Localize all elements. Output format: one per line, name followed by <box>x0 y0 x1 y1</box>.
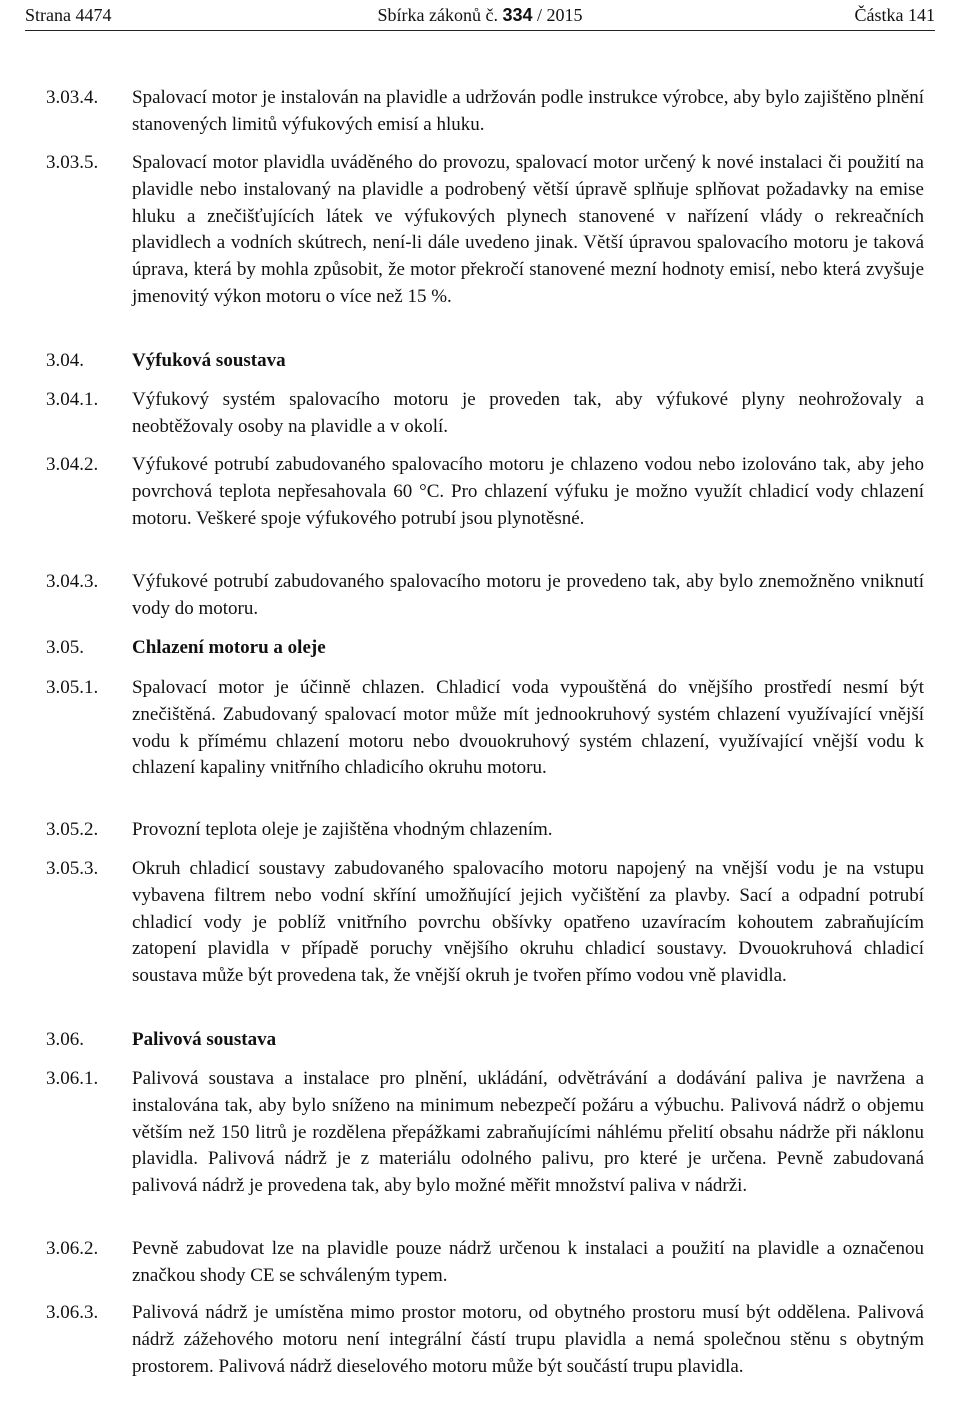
section-heading: Výfuková soustava <box>132 350 286 371</box>
heading-3-04 <box>46 348 924 375</box>
section-heading: Palivová soustava <box>132 1029 277 1050</box>
section-text: Okruh chladicí soustavy zabudovaného spalovacího motoru napojený na vnější vodu je na vstupu vybavena filtrem nebo vodní skříní umožňující jejich vyčištění za plavby. Sací a odpadní potrubí chladicí vody je poblíž vnitřního povrchu obšívky opatřeno uzavíracím kohoutem zabraňujícím zatopení plavidla v případě poruchy vnějšího okruhu chladicí soustavy. Dvouokruhová chladicí soustava může být provedena tak, že vnější okruh je tvořen přímo vodou vně plavidla. <box>132 858 924 987</box>
section-3-06-2 <box>46 1236 924 1290</box>
section-number: 3.05.2. <box>46 819 99 840</box>
section-number: 3.05.1. <box>46 677 99 698</box>
section-number: 3.06.2. <box>46 1238 99 1259</box>
section-number: 3.03.5. <box>46 152 99 173</box>
section-3-04-2 <box>46 452 924 532</box>
section-3-03-5 <box>46 150 924 311</box>
collection-prefix: Sbírka zákonů č. <box>377 5 498 25</box>
section-number: 3.04.2. <box>46 454 99 475</box>
issue-number: Částka 141 <box>854 5 935 25</box>
section-text: Spalovací motor je účinně chlazen. Chladicí voda vypouštěná do vnějšího prostředí nesmí být znečištěná. Zabudovaný spalovací motor může mít jednookruhový systém chlazení využívající vnější vodu k přímému chlazení motoru nebo dvouokruhový systém chlazení, využívající vnější vodu k chlazení kapaliny vnitřního chladicího okruhu motoru. <box>132 677 924 779</box>
page-header <box>25 4 935 31</box>
section-text: Spalovací motor je instalován na plavidle a udržován podle instrukce výrobce, aby bylo zajištěno plnění stanovených limitů výfukových emisí a hluku. <box>132 87 924 135</box>
section-number: 3.03.4. <box>46 87 99 108</box>
section-number: 3.06.3. <box>46 1302 99 1323</box>
section-text: Výfukový systém spalovacího motoru je proveden tak, aby výfukové plyny neohrožovaly a neobtěžovaly osoby na plavidle a v okolí. <box>132 389 924 437</box>
section-3-06-3 <box>46 1300 924 1380</box>
collection-title <box>25 5 935 26</box>
section-3-04-3 <box>46 569 924 623</box>
section-text: Provozní teplota oleje je zajištěna vhodným chlazením. <box>132 819 553 840</box>
section-3-05-3 <box>46 856 924 990</box>
section-number: 3.05. <box>46 637 84 658</box>
section-number: 3.04. <box>46 350 84 371</box>
section-number: 3.04.3. <box>46 571 99 592</box>
section-3-05-2 <box>46 817 924 844</box>
section-heading: Chlazení motoru a oleje <box>132 637 326 658</box>
section-number: 3.06. <box>46 1029 84 1050</box>
section-3-03-4 <box>46 85 924 139</box>
section-text: Palivová soustava a instalace pro plnění, ukládání, odvětrávání a dodávání paliva je navržena a instalována tak, aby bylo sníženo na minimum nebezpečí požáru a výbuchu. Palivová nádrž o objemu větším než 150 litrů je rozdělena přepážkami zabraňujícími náhlému přelití obsahu nádrže při náklonu plavidla. Palivová nádrž je z materiálu odolného palivu, pro které je určena. Pevně zabudovaná palivová nádrž je provedena tak, aby bylo možné měřit množství paliva v nádrži. <box>132 1068 924 1197</box>
section-text: Palivová nádrž je umístěna mimo prostor motoru, od obytného prostoru musí být oddělena. Palivová nádrž zážehového motoru není integrální částí trupu plavidla a nemá společnou stěnu s obytným prostorem. Palivová nádrž dieselového motoru může být součástí trupu plavidla. <box>132 1302 924 1377</box>
section-text: Výfukové potrubí zabudovaného spalovacího motoru je provedeno tak, aby bylo znemožněno vniknutí vody do motoru. <box>132 571 924 619</box>
section-3-06-1 <box>46 1066 924 1200</box>
section-number: 3.06.1. <box>46 1068 99 1089</box>
heading-3-05 <box>46 635 924 662</box>
section-text: Výfukové potrubí zabudovaného spalovacího motoru je chlazeno vodou nebo izolováno tak, aby jeho povrchová teplota nepřesahovala 60 °C. Pro chlazení výfuku je možno využít chladicí vody chlazení motoru. Veškeré spoje výfukového potrubí jsou plynotěsné. <box>132 454 924 529</box>
heading-3-06 <box>46 1027 924 1054</box>
section-number: 3.04.1. <box>46 389 99 410</box>
section-3-05-1 <box>46 675 924 782</box>
page-number: Strana 4474 <box>25 5 112 25</box>
collection-number: 334 <box>502 5 533 25</box>
collection-year: / 2015 <box>537 5 583 25</box>
section-text: Pevně zabudovat lze na plavidle pouze nádrž určenou k instalaci a použití na plavidle a označenou značkou shody CE se schváleným typem. <box>132 1238 924 1286</box>
section-3-04-1 <box>46 387 924 441</box>
section-number: 3.05.3. <box>46 858 99 879</box>
section-text: Spalovací motor plavidla uváděného do provozu, spalovací motor určený k nové instalaci či použití na plavidle nebo instalovaný na plavidle a podrobený větší úpravě splňuje splňovat požadavky na emise hluku a znečišťujících látek ve výfukových plynech stanovené v nařízení vlády o rekreačních plavidlech a vodních skútrech, není-li dále uvedeno jinak. Větší úpravou spalovacího motoru je taková úprava, která by mohla způsobit, že motor překročí stanovené mezní hodnoty emisí, nebo která zvyšuje jmenovitý výkon motoru o více než 15 %. <box>132 152 924 307</box>
